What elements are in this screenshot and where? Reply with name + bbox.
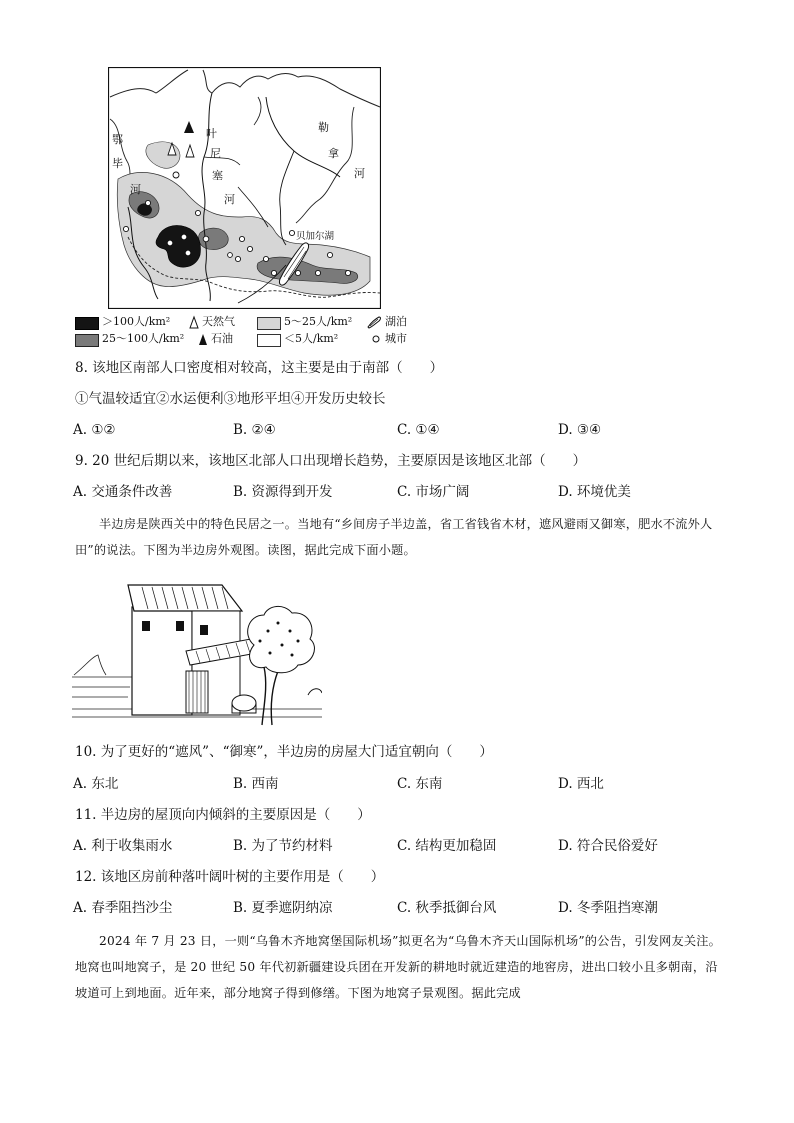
population-map: [108, 67, 381, 309]
map-label: 拿: [328, 147, 339, 160]
q12-option-d[interactable]: D. 冬季阻挡寒潮: [558, 900, 658, 916]
legend-swatch-25-100: [75, 334, 99, 347]
q11-option-a[interactable]: A. 利于收集雨水: [73, 838, 173, 854]
legend-swatch-lt5: [257, 334, 281, 347]
legend-label: 天然气: [202, 315, 235, 328]
legend-label: 5～25人/km²: [284, 315, 353, 328]
map-label: 塞: [212, 169, 223, 182]
map-label: 河: [224, 193, 235, 206]
legend-label: ＜5人/km²: [284, 332, 339, 345]
passage-banbianfang: 半边房是陕西关中的特色民居之一。当地有“乡间房子半边盖，省工省钱省木材，遮风避雨又御寒，肥水不流外人田”的说法。下图为半边房外观图。读图，据此完成下面小题。: [75, 517, 713, 557]
house-drawing: [72, 575, 322, 733]
legend-label: 25～100人/km²: [102, 332, 185, 345]
q8-option-b[interactable]: B. ②④: [233, 422, 276, 438]
q10-option-d[interactable]: D. 西北: [558, 776, 604, 792]
question-10-stem: 10. 为了更好的“遮风”、“御寒”，半边房的房屋大门适宜朝向（ ）: [75, 744, 493, 760]
question-8-statements: ①气温较适宜②水运便利③地形平坦④开发历史较长: [75, 391, 386, 407]
tree-canopy: [248, 606, 315, 672]
q10-option-c[interactable]: C. 东南: [397, 776, 443, 792]
question-11-stem: 11. 半边房的屋顶向内倾斜的主要原因是（ ）: [75, 807, 371, 823]
q9-option-d[interactable]: D. 环境优美: [558, 484, 631, 500]
q9-option-b[interactable]: B. 资源得到开发: [233, 484, 333, 500]
map-figure: [108, 67, 381, 309]
legend-label: 湖泊: [385, 315, 407, 328]
map-legend: [75, 315, 415, 349]
q11-option-d[interactable]: D. 符合民俗爱好: [558, 838, 658, 854]
q11-option-b[interactable]: B. 为了节约材料: [233, 838, 333, 854]
legend-label: 城市: [385, 332, 407, 345]
q8-option-c[interactable]: C. ①④: [397, 422, 440, 438]
map-label: 贝加尔湖: [296, 231, 335, 242]
city-icon: [371, 334, 381, 344]
question-12-stem: 12. 该地区房前种落叶阔叶树的主要作用是（ ）: [75, 869, 385, 885]
map-label: 河: [354, 167, 365, 180]
map-label: 叶: [206, 127, 217, 140]
lake-icon: [366, 315, 382, 329]
q12-option-b[interactable]: B. 夏季遮阴纳凉: [233, 900, 333, 916]
q10-option-a[interactable]: A. 东北: [73, 776, 119, 792]
map-label: 尼: [210, 147, 221, 160]
legend-swatch-5-25: [257, 317, 281, 330]
q8-option-d[interactable]: D. ③④: [558, 422, 602, 438]
question-9-stem: 9. 20 世纪后期以来，该地区北部人口出现增长趋势，主要原因是该地区北部（ ）: [75, 453, 587, 469]
oil-icon: [197, 332, 209, 346]
gas-icon: [188, 315, 200, 329]
map-label: 鄂: [112, 133, 123, 146]
q12-option-a[interactable]: A. 春季阻挡沙尘: [73, 900, 173, 916]
legend-label: 石油: [211, 332, 233, 345]
banbianfang-illustration: [72, 575, 322, 733]
q10-option-b[interactable]: B. 西南: [233, 776, 279, 792]
map-label: 毕: [112, 157, 123, 170]
q12-option-c[interactable]: C. 秋季抵御台风: [397, 900, 497, 916]
legend-label: ＞100人/km²: [102, 315, 171, 328]
question-8-stem: 8. 该地区南部人口密度相对较高，这主要是由于南部（ ）: [75, 360, 444, 376]
passage-diwozi: 2024 年 7 月 23 日，一则“乌鲁木齐地窝堡国际机场”拟更名为“乌鲁木齐天山国际机场”的公告，引发网友关注。地窝也叫地窝子，是 20 世纪 50 年代初新疆建设兵团在开发新的耕地时就近建造的地窖房，进出口较小且多朝南，沿坡道可上到地面。近年来，部分地窝子得到修缮。下图为地窝子景观图。据此完成: [75, 934, 722, 1000]
q9-option-a[interactable]: A. 交通条件改善: [73, 484, 173, 500]
map-label: 勒: [318, 121, 329, 134]
map-label: 河: [130, 183, 141, 196]
q9-option-c[interactable]: C. 市场广阔: [397, 484, 470, 500]
legend-swatch-gt100: [75, 317, 99, 330]
q11-option-c[interactable]: C. 结构更加稳固: [397, 838, 497, 854]
q8-option-a[interactable]: A. ①②: [73, 422, 116, 438]
